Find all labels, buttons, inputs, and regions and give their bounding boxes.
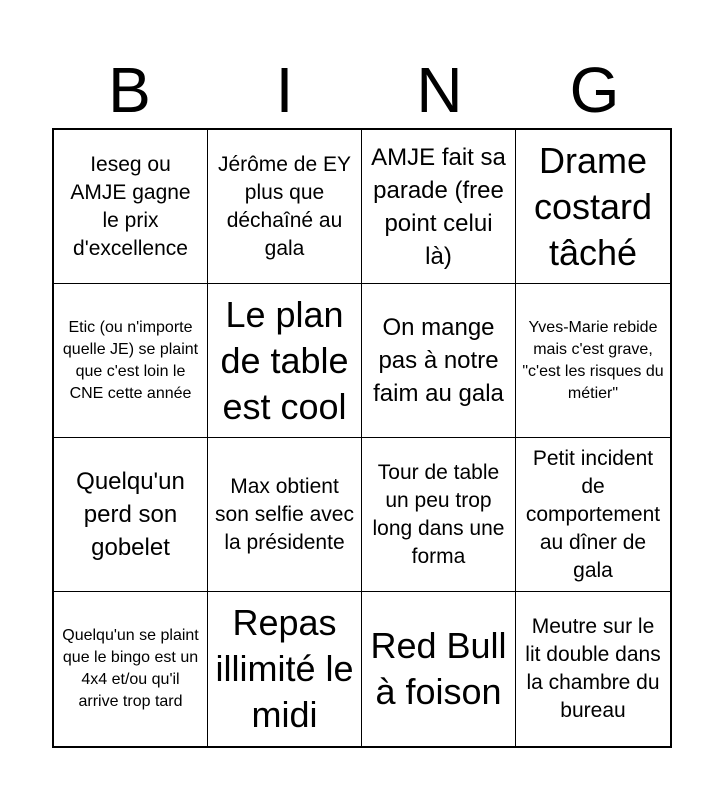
cell-text: Etic (ou n'importe quelle JE) se plaint que c'est loin le CNE cette année xyxy=(62,318,199,402)
bingo-cell[interactable] xyxy=(208,438,362,592)
bingo-cell[interactable] xyxy=(516,592,670,746)
bingo-board xyxy=(52,128,672,748)
cell-text: Ieseg ou AMJE gagne le prix d'excellence xyxy=(70,152,191,260)
cell-text: Quelqu'un perd son gobelet xyxy=(76,468,185,561)
title-letter-i: I xyxy=(275,54,294,126)
bingo-cell[interactable] xyxy=(516,130,670,284)
cell-text: Jérôme de EY plus que déchaîné au gala xyxy=(217,152,352,260)
bingo-cell[interactable] xyxy=(208,592,362,746)
bingo-cell[interactable] xyxy=(208,130,362,284)
title-letter-n: N xyxy=(416,54,463,126)
cell-text: Petit incident de comportement au dîner de gala xyxy=(525,446,661,582)
bingo-cell[interactable] xyxy=(208,284,362,438)
cell-text: Yves-Marie rebide mais c'est grave, "c'est les risques du métier" xyxy=(522,318,664,402)
cell-text: AMJE fait sa parade (free point celui là) xyxy=(371,143,506,270)
bingo-cell[interactable] xyxy=(362,284,516,438)
title-letter-b: B xyxy=(108,54,151,126)
cell-text: On mange pas à notre faim au gala xyxy=(373,314,504,407)
bingo-cell[interactable] xyxy=(54,130,208,284)
bingo-cell[interactable] xyxy=(516,438,670,592)
cell-text: Meutre sur le lit double dans la chambre du bureau xyxy=(525,615,661,722)
cell-text: Tour de table un peu trop long dans une forma xyxy=(372,460,505,568)
bingo-cell[interactable] xyxy=(54,592,208,746)
title-letter-g: G xyxy=(569,54,620,126)
bingo-cell[interactable] xyxy=(54,284,208,438)
bingo-title xyxy=(52,55,672,125)
cell-text: Repas illimité le midi xyxy=(215,602,354,735)
cell-text: Le plan de table est cool xyxy=(220,293,349,427)
cell-text: Red Bull à foison xyxy=(370,625,507,712)
bingo-cell[interactable] xyxy=(362,438,516,592)
cell-text: Drame costard tâché xyxy=(533,139,653,273)
bingo-cell[interactable] xyxy=(362,130,516,284)
bingo-cell[interactable] xyxy=(362,592,516,746)
cell-text: Max obtient son selfie avec la présidente xyxy=(215,474,354,554)
cell-text: Quelqu'un se plaint que le bingo est un 4x4 et/ou qu'il arrive trop tard xyxy=(62,627,199,710)
bingo-cell[interactable] xyxy=(516,284,670,438)
bingo-cell[interactable] xyxy=(54,438,208,592)
